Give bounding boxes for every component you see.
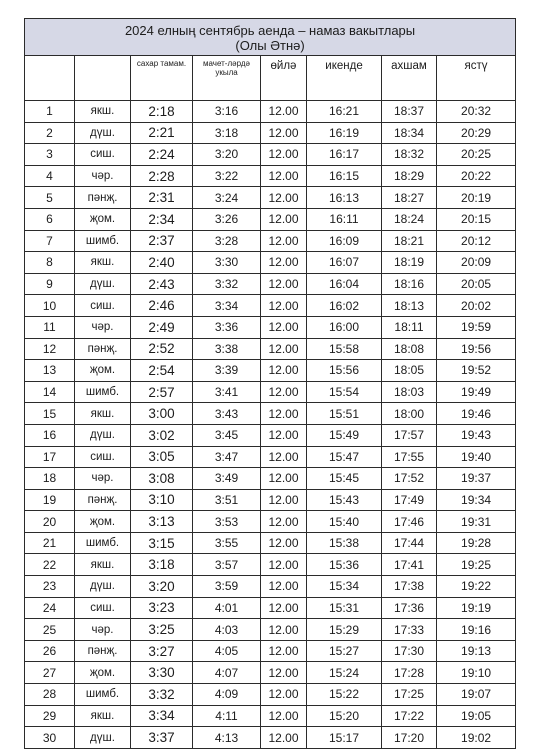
cell-mosque-fajr: 3:43 bbox=[193, 403, 261, 425]
cell-isha: 19:56 bbox=[437, 338, 516, 360]
cell-weekday: шимб. bbox=[75, 532, 131, 554]
cell-mosque-fajr: 4:09 bbox=[193, 684, 261, 706]
cell-maghrib: 18:32 bbox=[382, 144, 437, 166]
cell-isha: 19:31 bbox=[437, 511, 516, 533]
cell-day-number: 8 bbox=[25, 252, 75, 274]
cell-maghrib: 18:34 bbox=[382, 122, 437, 144]
header-maghrib: ахшам bbox=[382, 56, 437, 101]
cell-day-number: 18 bbox=[25, 468, 75, 490]
cell-weekday: сиш. bbox=[75, 597, 131, 619]
title-line-1: 2024 елның сентябрь аенда – намаз вакытлары bbox=[124, 23, 416, 38]
cell-weekday: сиш. bbox=[75, 446, 131, 468]
cell-isha: 20:32 bbox=[437, 101, 516, 123]
cell-asr: 15:17 bbox=[307, 727, 382, 749]
table-row bbox=[25, 101, 516, 123]
cell-day-number: 26 bbox=[25, 640, 75, 662]
cell-isha: 19:28 bbox=[437, 532, 516, 554]
cell-day-number: 28 bbox=[25, 684, 75, 706]
cell-isha: 19:37 bbox=[437, 468, 516, 490]
cell-weekday: чәр. bbox=[75, 468, 131, 490]
cell-mosque-fajr: 3:53 bbox=[193, 511, 261, 533]
table-row bbox=[25, 532, 516, 554]
cell-asr: 16:15 bbox=[307, 165, 382, 187]
cell-isha: 19:59 bbox=[437, 316, 516, 338]
cell-mosque-fajr: 4:03 bbox=[193, 619, 261, 641]
prayer-times-table bbox=[24, 18, 516, 749]
header-isha: ястү bbox=[437, 56, 516, 101]
cell-dhuhr: 12.00 bbox=[261, 489, 307, 511]
cell-isha: 20:09 bbox=[437, 252, 516, 274]
table-row bbox=[25, 446, 516, 468]
cell-suhoor-end: 3:32 bbox=[131, 684, 193, 706]
cell-mosque-fajr: 4:05 bbox=[193, 640, 261, 662]
cell-asr: 16:09 bbox=[307, 230, 382, 252]
cell-mosque-fajr: 3:45 bbox=[193, 424, 261, 446]
cell-isha: 19:25 bbox=[437, 554, 516, 576]
cell-isha: 19:49 bbox=[437, 381, 516, 403]
cell-dhuhr: 12.00 bbox=[261, 273, 307, 295]
cell-isha: 20:19 bbox=[437, 187, 516, 209]
header-day-number bbox=[25, 56, 75, 101]
cell-maghrib: 17:33 bbox=[382, 619, 437, 641]
cell-maghrib: 18:19 bbox=[382, 252, 437, 274]
cell-suhoor-end: 3:02 bbox=[131, 424, 193, 446]
cell-maghrib: 18:37 bbox=[382, 101, 437, 123]
cell-dhuhr: 12.00 bbox=[261, 187, 307, 209]
table-row bbox=[25, 511, 516, 533]
cell-mosque-fajr: 3:41 bbox=[193, 381, 261, 403]
cell-dhuhr: 12.00 bbox=[261, 554, 307, 576]
cell-day-number: 25 bbox=[25, 619, 75, 641]
cell-mosque-fajr: 3:26 bbox=[193, 208, 261, 230]
cell-maghrib: 17:44 bbox=[382, 532, 437, 554]
cell-dhuhr: 12.00 bbox=[261, 316, 307, 338]
cell-isha: 20:22 bbox=[437, 165, 516, 187]
cell-maghrib: 17:25 bbox=[382, 684, 437, 706]
cell-suhoor-end: 3:05 bbox=[131, 446, 193, 468]
cell-mosque-fajr: 3:22 bbox=[193, 165, 261, 187]
cell-asr: 16:04 bbox=[307, 273, 382, 295]
cell-mosque-fajr: 3:55 bbox=[193, 532, 261, 554]
table-row bbox=[25, 165, 516, 187]
cell-dhuhr: 12.00 bbox=[261, 295, 307, 317]
cell-isha: 20:02 bbox=[437, 295, 516, 317]
cell-asr: 15:24 bbox=[307, 662, 382, 684]
cell-suhoor-end: 2:57 bbox=[131, 381, 193, 403]
cell-suhoor-end: 3:08 bbox=[131, 468, 193, 490]
cell-mosque-fajr: 3:38 bbox=[193, 338, 261, 360]
cell-suhoor-end: 3:15 bbox=[131, 532, 193, 554]
header-suhoor-end: сахар тамам. bbox=[131, 56, 193, 101]
cell-asr: 15:49 bbox=[307, 424, 382, 446]
table-row bbox=[25, 273, 516, 295]
cell-maghrib: 18:16 bbox=[382, 273, 437, 295]
cell-weekday: шимб. bbox=[75, 684, 131, 706]
cell-weekday: сиш. bbox=[75, 144, 131, 166]
cell-maghrib: 17:38 bbox=[382, 576, 437, 598]
cell-asr: 16:11 bbox=[307, 208, 382, 230]
cell-isha: 20:25 bbox=[437, 144, 516, 166]
cell-dhuhr: 12.00 bbox=[261, 122, 307, 144]
cell-suhoor-end: 3:25 bbox=[131, 619, 193, 641]
cell-maghrib: 18:21 bbox=[382, 230, 437, 252]
cell-day-number: 21 bbox=[25, 532, 75, 554]
cell-dhuhr: 12.00 bbox=[261, 424, 307, 446]
cell-weekday: якш. bbox=[75, 252, 131, 274]
column-header-row bbox=[25, 56, 516, 101]
cell-dhuhr: 12.00 bbox=[261, 597, 307, 619]
cell-maghrib: 18:00 bbox=[382, 403, 437, 425]
cell-maghrib: 17:52 bbox=[382, 468, 437, 490]
header-dhuhr: өйлә bbox=[261, 56, 307, 101]
cell-mosque-fajr: 3:18 bbox=[193, 122, 261, 144]
cell-suhoor-end: 2:24 bbox=[131, 144, 193, 166]
table-row bbox=[25, 187, 516, 209]
cell-mosque-fajr: 3:28 bbox=[193, 230, 261, 252]
cell-suhoor-end: 3:20 bbox=[131, 576, 193, 598]
header-mosque-fajr: мачет-ләрдә укыла bbox=[193, 56, 261, 101]
table-row bbox=[25, 424, 516, 446]
cell-weekday: дүш. bbox=[75, 424, 131, 446]
cell-weekday: якш. bbox=[75, 403, 131, 425]
cell-suhoor-end: 3:30 bbox=[131, 662, 193, 684]
table-row bbox=[25, 684, 516, 706]
cell-maghrib: 17:57 bbox=[382, 424, 437, 446]
cell-isha: 20:12 bbox=[437, 230, 516, 252]
cell-maghrib: 17:28 bbox=[382, 662, 437, 684]
cell-asr: 16:17 bbox=[307, 144, 382, 166]
cell-dhuhr: 12.00 bbox=[261, 684, 307, 706]
cell-day-number: 12 bbox=[25, 338, 75, 360]
cell-day-number: 22 bbox=[25, 554, 75, 576]
cell-asr: 15:22 bbox=[307, 684, 382, 706]
cell-dhuhr: 12.00 bbox=[261, 165, 307, 187]
cell-weekday: дүш. bbox=[75, 273, 131, 295]
table-title bbox=[25, 19, 516, 56]
cell-suhoor-end: 3:27 bbox=[131, 640, 193, 662]
cell-suhoor-end: 3:37 bbox=[131, 727, 193, 749]
cell-mosque-fajr: 3:16 bbox=[193, 101, 261, 123]
cell-day-number: 30 bbox=[25, 727, 75, 749]
cell-asr: 16:07 bbox=[307, 252, 382, 274]
cell-dhuhr: 12.00 bbox=[261, 705, 307, 727]
cell-suhoor-end: 2:46 bbox=[131, 295, 193, 317]
table-row bbox=[25, 338, 516, 360]
cell-mosque-fajr: 3:34 bbox=[193, 295, 261, 317]
cell-day-number: 14 bbox=[25, 381, 75, 403]
cell-isha: 19:22 bbox=[437, 576, 516, 598]
cell-day-number: 7 bbox=[25, 230, 75, 252]
cell-day-number: 4 bbox=[25, 165, 75, 187]
table-row bbox=[25, 576, 516, 598]
cell-maghrib: 17:41 bbox=[382, 554, 437, 576]
cell-day-number: 6 bbox=[25, 208, 75, 230]
cell-weekday: пәнҗ. bbox=[75, 187, 131, 209]
cell-day-number: 16 bbox=[25, 424, 75, 446]
cell-suhoor-end: 2:31 bbox=[131, 187, 193, 209]
cell-weekday: якш. bbox=[75, 705, 131, 727]
cell-isha: 19:16 bbox=[437, 619, 516, 641]
cell-weekday: якш. bbox=[75, 101, 131, 123]
table-row bbox=[25, 554, 516, 576]
cell-weekday: җом. bbox=[75, 662, 131, 684]
cell-weekday: сиш. bbox=[75, 295, 131, 317]
table-body bbox=[25, 101, 516, 749]
table-row bbox=[25, 597, 516, 619]
cell-asr: 16:13 bbox=[307, 187, 382, 209]
cell-day-number: 10 bbox=[25, 295, 75, 317]
cell-dhuhr: 12.00 bbox=[261, 208, 307, 230]
cell-day-number: 20 bbox=[25, 511, 75, 533]
cell-weekday: дүш. bbox=[75, 727, 131, 749]
table-row bbox=[25, 619, 516, 641]
cell-asr: 15:51 bbox=[307, 403, 382, 425]
cell-day-number: 1 bbox=[25, 101, 75, 123]
cell-mosque-fajr: 3:51 bbox=[193, 489, 261, 511]
cell-maghrib: 17:22 bbox=[382, 705, 437, 727]
cell-day-number: 9 bbox=[25, 273, 75, 295]
cell-day-number: 23 bbox=[25, 576, 75, 598]
cell-asr: 15:40 bbox=[307, 511, 382, 533]
cell-weekday: җом. bbox=[75, 360, 131, 382]
cell-weekday: шимб. bbox=[75, 230, 131, 252]
table-row bbox=[25, 252, 516, 274]
cell-maghrib: 18:11 bbox=[382, 316, 437, 338]
header-weekday bbox=[75, 56, 131, 101]
cell-suhoor-end: 2:18 bbox=[131, 101, 193, 123]
cell-maghrib: 18:03 bbox=[382, 381, 437, 403]
cell-isha: 19:19 bbox=[437, 597, 516, 619]
cell-dhuhr: 12.00 bbox=[261, 662, 307, 684]
prayer-times-sheet bbox=[24, 18, 515, 749]
cell-day-number: 13 bbox=[25, 360, 75, 382]
table-row bbox=[25, 381, 516, 403]
cell-weekday: якш. bbox=[75, 554, 131, 576]
cell-weekday: чәр. bbox=[75, 619, 131, 641]
cell-mosque-fajr: 4:11 bbox=[193, 705, 261, 727]
table-row bbox=[25, 316, 516, 338]
cell-weekday: пәнҗ. bbox=[75, 338, 131, 360]
cell-asr: 15:45 bbox=[307, 468, 382, 490]
cell-mosque-fajr: 3:36 bbox=[193, 316, 261, 338]
cell-day-number: 29 bbox=[25, 705, 75, 727]
table-row bbox=[25, 468, 516, 490]
cell-mosque-fajr: 3:30 bbox=[193, 252, 261, 274]
cell-weekday: пәнҗ. bbox=[75, 640, 131, 662]
cell-maghrib: 18:24 bbox=[382, 208, 437, 230]
cell-suhoor-end: 2:52 bbox=[131, 338, 193, 360]
cell-suhoor-end: 2:37 bbox=[131, 230, 193, 252]
cell-asr: 15:54 bbox=[307, 381, 382, 403]
cell-suhoor-end: 3:34 bbox=[131, 705, 193, 727]
cell-asr: 15:38 bbox=[307, 532, 382, 554]
table-row bbox=[25, 295, 516, 317]
cell-dhuhr: 12.00 bbox=[261, 360, 307, 382]
cell-weekday: җом. bbox=[75, 511, 131, 533]
cell-weekday: шимб. bbox=[75, 381, 131, 403]
cell-mosque-fajr: 3:39 bbox=[193, 360, 261, 382]
table-row bbox=[25, 640, 516, 662]
cell-asr: 16:19 bbox=[307, 122, 382, 144]
cell-mosque-fajr: 3:57 bbox=[193, 554, 261, 576]
table-row bbox=[25, 489, 516, 511]
cell-maghrib: 17:55 bbox=[382, 446, 437, 468]
cell-suhoor-end: 3:23 bbox=[131, 597, 193, 619]
cell-asr: 15:36 bbox=[307, 554, 382, 576]
cell-asr: 15:20 bbox=[307, 705, 382, 727]
cell-asr: 15:56 bbox=[307, 360, 382, 382]
cell-mosque-fajr: 3:32 bbox=[193, 273, 261, 295]
cell-asr: 15:43 bbox=[307, 489, 382, 511]
cell-maghrib: 17:30 bbox=[382, 640, 437, 662]
cell-asr: 15:47 bbox=[307, 446, 382, 468]
cell-dhuhr: 12.00 bbox=[261, 640, 307, 662]
cell-suhoor-end: 3:00 bbox=[131, 403, 193, 425]
cell-mosque-fajr: 4:07 bbox=[193, 662, 261, 684]
cell-suhoor-end: 2:34 bbox=[131, 208, 193, 230]
table-row bbox=[25, 705, 516, 727]
table-row bbox=[25, 208, 516, 230]
cell-suhoor-end: 2:43 bbox=[131, 273, 193, 295]
cell-suhoor-end: 3:13 bbox=[131, 511, 193, 533]
table-row bbox=[25, 122, 516, 144]
cell-isha: 19:13 bbox=[437, 640, 516, 662]
cell-day-number: 11 bbox=[25, 316, 75, 338]
cell-suhoor-end: 2:49 bbox=[131, 316, 193, 338]
cell-suhoor-end: 2:54 bbox=[131, 360, 193, 382]
cell-mosque-fajr: 3:49 bbox=[193, 468, 261, 490]
cell-asr: 16:00 bbox=[307, 316, 382, 338]
cell-isha: 19:02 bbox=[437, 727, 516, 749]
cell-weekday: чәр. bbox=[75, 165, 131, 187]
cell-isha: 19:40 bbox=[437, 446, 516, 468]
cell-mosque-fajr: 4:13 bbox=[193, 727, 261, 749]
cell-weekday: җом. bbox=[75, 208, 131, 230]
cell-asr: 15:29 bbox=[307, 619, 382, 641]
cell-asr: 16:02 bbox=[307, 295, 382, 317]
cell-isha: 20:15 bbox=[437, 208, 516, 230]
cell-asr: 16:21 bbox=[307, 101, 382, 123]
cell-weekday: дүш. bbox=[75, 576, 131, 598]
title-line-2: (Олы Әтнә) bbox=[235, 38, 305, 53]
cell-day-number: 5 bbox=[25, 187, 75, 209]
cell-dhuhr: 12.00 bbox=[261, 532, 307, 554]
cell-isha: 19:10 bbox=[437, 662, 516, 684]
cell-isha: 19:07 bbox=[437, 684, 516, 706]
cell-isha: 19:43 bbox=[437, 424, 516, 446]
cell-day-number: 27 bbox=[25, 662, 75, 684]
table-row bbox=[25, 360, 516, 382]
cell-isha: 20:05 bbox=[437, 273, 516, 295]
cell-suhoor-end: 2:40 bbox=[131, 252, 193, 274]
cell-dhuhr: 12.00 bbox=[261, 511, 307, 533]
cell-dhuhr: 12.00 bbox=[261, 144, 307, 166]
cell-suhoor-end: 2:28 bbox=[131, 165, 193, 187]
cell-isha: 19:46 bbox=[437, 403, 516, 425]
cell-day-number: 19 bbox=[25, 489, 75, 511]
table-row bbox=[25, 727, 516, 749]
header-asr: икенде bbox=[307, 56, 382, 101]
cell-dhuhr: 12.00 bbox=[261, 338, 307, 360]
cell-suhoor-end: 3:18 bbox=[131, 554, 193, 576]
cell-weekday: дүш. bbox=[75, 122, 131, 144]
cell-dhuhr: 12.00 bbox=[261, 576, 307, 598]
cell-dhuhr: 12.00 bbox=[261, 252, 307, 274]
cell-maghrib: 18:13 bbox=[382, 295, 437, 317]
cell-maghrib: 17:49 bbox=[382, 489, 437, 511]
table-row bbox=[25, 662, 516, 684]
cell-dhuhr: 12.00 bbox=[261, 446, 307, 468]
table-row bbox=[25, 144, 516, 166]
cell-dhuhr: 12.00 bbox=[261, 619, 307, 641]
cell-maghrib: 17:36 bbox=[382, 597, 437, 619]
cell-dhuhr: 12.00 bbox=[261, 403, 307, 425]
cell-dhuhr: 12.00 bbox=[261, 468, 307, 490]
cell-maghrib: 18:29 bbox=[382, 165, 437, 187]
cell-mosque-fajr: 3:59 bbox=[193, 576, 261, 598]
cell-asr: 15:34 bbox=[307, 576, 382, 598]
cell-weekday: чәр. bbox=[75, 316, 131, 338]
cell-maghrib: 18:27 bbox=[382, 187, 437, 209]
table-row bbox=[25, 403, 516, 425]
cell-isha: 19:05 bbox=[437, 705, 516, 727]
cell-day-number: 2 bbox=[25, 122, 75, 144]
cell-maghrib: 18:08 bbox=[382, 338, 437, 360]
cell-maghrib: 17:46 bbox=[382, 511, 437, 533]
cell-day-number: 17 bbox=[25, 446, 75, 468]
cell-mosque-fajr: 4:01 bbox=[193, 597, 261, 619]
table-row bbox=[25, 230, 516, 252]
cell-isha: 20:29 bbox=[437, 122, 516, 144]
cell-asr: 15:27 bbox=[307, 640, 382, 662]
cell-day-number: 15 bbox=[25, 403, 75, 425]
cell-maghrib: 18:05 bbox=[382, 360, 437, 382]
cell-mosque-fajr: 3:20 bbox=[193, 144, 261, 166]
cell-day-number: 24 bbox=[25, 597, 75, 619]
cell-mosque-fajr: 3:47 bbox=[193, 446, 261, 468]
cell-maghrib: 17:20 bbox=[382, 727, 437, 749]
cell-asr: 15:58 bbox=[307, 338, 382, 360]
cell-dhuhr: 12.00 bbox=[261, 101, 307, 123]
cell-asr: 15:31 bbox=[307, 597, 382, 619]
cell-mosque-fajr: 3:24 bbox=[193, 187, 261, 209]
cell-suhoor-end: 3:10 bbox=[131, 489, 193, 511]
cell-dhuhr: 12.00 bbox=[261, 230, 307, 252]
cell-weekday: пәнҗ. bbox=[75, 489, 131, 511]
cell-dhuhr: 12.00 bbox=[261, 727, 307, 749]
cell-isha: 19:34 bbox=[437, 489, 516, 511]
cell-suhoor-end: 2:21 bbox=[131, 122, 193, 144]
cell-day-number: 3 bbox=[25, 144, 75, 166]
cell-dhuhr: 12.00 bbox=[261, 381, 307, 403]
cell-isha: 19:52 bbox=[437, 360, 516, 382]
